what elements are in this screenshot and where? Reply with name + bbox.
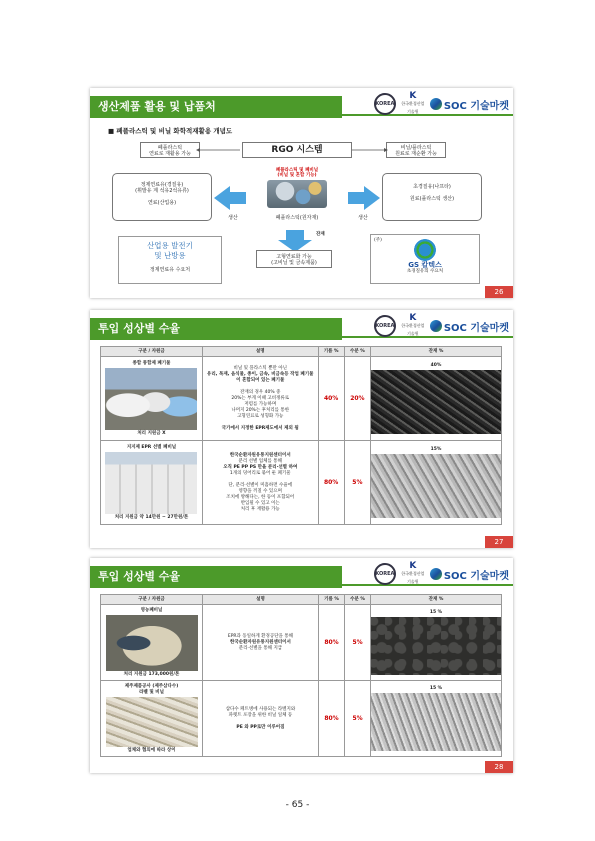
yield-table xyxy=(100,346,502,525)
raw-material-label: 폐플라스틱(원자재) xyxy=(275,215,319,221)
consumer-left-box: 산업용 발전기 및 난방용 정제연료유 수요처 xyxy=(118,236,222,284)
soc-logo: SOC 기술마켓 xyxy=(430,319,509,334)
oil-percent: 80% xyxy=(318,441,344,525)
right-mid-box: 초경질유(나프타) 원료(플라스틱 생산) xyxy=(382,173,482,221)
farm-vinyl-photo xyxy=(106,615,198,671)
table-row: 종합 통합제 폐기물 처리 지원금 X 비닐 및 플라스틱 뿐만 아닌 유리, 목재, 음식물, 종이, 금속, 비금속등 작업 폐기물이 혼합되어 있는 폐기물 잔재의 경우 40% 중 20%는 부게 이때 고비정류로 저렴를 가능하며 나머지 20%는 후처리를 통한 고형연료로 성형화 가능 국가에서 지정한 EPR제도에서 제외 됨 40% 20% 40% xyxy=(101,357,502,441)
table-row: 지지제 EPR 선별 폐비닐 처리 지원금 약 14만원 ~ 27만원/톤 한국순환자원유통지원센터이서 분리 선별 업체를 통해 오직 PE PP PS 만을 분리·선별 하여 1개의 덩어리로 묶어 둔 폐기물 단, 분리·선별이 미흡하면 수율에 영향을 끼칠 수 있으며 조치에 방해다는, 한 등이 포함되어 반입될 수 있고 이는 처리 후 재활용 가능 80% 5% 15% xyxy=(101,441,502,525)
black-residue-photo xyxy=(371,617,501,675)
residue-percent: 15 % xyxy=(429,685,443,691)
soc-swirl-icon xyxy=(430,568,442,580)
keiti-logo: K 한국환경산업기술원 xyxy=(401,313,425,336)
generator-label: 산업용 발전기 및 난방용 xyxy=(147,241,193,260)
page-number-27: 27 xyxy=(485,536,513,548)
consumer-right-box: (주) GS 칼텍스 초경질유의 수요처 xyxy=(370,234,480,284)
residue-percent: 15% xyxy=(430,446,442,452)
residue-box: 고형연료화 가능 (고비닐 및 금속제품) xyxy=(256,250,332,268)
page-number-28: 28 xyxy=(485,761,513,773)
government-seal-logo: KOREA xyxy=(374,93,396,115)
slide-header xyxy=(90,558,513,592)
oil-percent: 80% xyxy=(318,605,344,681)
slide-title: 투입 성상별 수율 xyxy=(90,318,342,340)
residue-label: 잔재 xyxy=(316,232,325,237)
waste-pile-image xyxy=(267,180,327,208)
right-top-box: 비닐/플라스틱 원료로 재순환 가능 xyxy=(386,142,446,158)
residue-percent: 15 % xyxy=(429,609,443,615)
soc-logo: SOC 기술마켓 xyxy=(430,97,509,112)
logo-group xyxy=(374,563,509,585)
slide-26 xyxy=(90,88,513,298)
slide-title: 생산제품 활용 및 납품처 xyxy=(90,96,342,118)
produce-left-label: 생산 xyxy=(228,215,238,221)
diagram-subtitle: ■ 폐플라스틱 및 비닐 화학적재활용 개념도 xyxy=(108,127,233,135)
left-mid-box: 정제연료유(경질유) (휘발유 계 석유2석유류) 연료(산업용) xyxy=(112,173,212,221)
table-header-row: 구분 / 자원금 설명 기름 % 수분 % 잔재 % xyxy=(101,347,502,357)
table-row: 제주제품공사 (제주삼다수) 라벨 및 비닐 업체와 협의에 따라 상이 삼다수 페트병에 사용되는 라벨지와 파렛트 포장을 위한 비닐 일체 등 PE 와 PP로만 이루어짐 80% 5% 15 % xyxy=(101,681,502,757)
soc-swirl-icon xyxy=(430,320,442,332)
slide-title: 투입 성상별 수율 xyxy=(90,566,342,588)
government-seal-logo: KOREA xyxy=(374,315,396,337)
yield-table xyxy=(100,594,502,757)
slide-28 xyxy=(90,558,513,773)
keiti-logo: K 한국환경산업기술원 xyxy=(401,561,425,584)
slide-header xyxy=(90,310,513,344)
slide-27 xyxy=(90,310,513,548)
produce-right-label: 생산 xyxy=(358,215,368,221)
left-top-box: 폐플라스틱 연료로 재활용 가능 xyxy=(140,142,200,158)
table-row: 영농폐비닐 처리 지원금 173,000원/톤 EPR과 동일하게 환경공단을 통해 한국순환자원유통지원센터이서 분리·선별을 통해 지급 80% 5% 15 % xyxy=(101,605,502,681)
silver-residue-photo xyxy=(371,693,501,751)
rgo-system-box: RGO 시스템 xyxy=(242,142,352,158)
government-seal-logo: KOREA xyxy=(374,563,396,585)
oil-percent: 40% xyxy=(318,357,344,441)
table-header-row: 구분 / 자원금 설명 기름 % 수분 % 잔재 % xyxy=(101,595,502,605)
keiti-logo: K 한국환경산업기술원 xyxy=(401,91,425,114)
dark-residue-photo xyxy=(371,370,501,434)
water-percent: 5% xyxy=(345,605,371,681)
water-percent: 20% xyxy=(344,357,370,441)
label-vinyl-photo xyxy=(106,697,198,747)
residue-percent: 40% xyxy=(430,362,442,368)
water-percent: 5% xyxy=(345,681,371,757)
page-footer-number: - 65 - xyxy=(285,800,310,810)
oil-percent: 80% xyxy=(318,681,344,757)
baled-vinyl-photo xyxy=(105,452,197,514)
center-waste-photo xyxy=(258,168,336,220)
gray-residue-photo xyxy=(371,454,501,518)
page-number-26: 26 xyxy=(485,286,513,298)
mixed-waste-bags-photo xyxy=(105,368,197,430)
center-photo-label: 폐플라스틱 및 폐비닐 (비닐 및 혼합 기능) xyxy=(275,168,319,178)
water-percent: 5% xyxy=(344,441,370,525)
soc-logo: SOC 기술마켓 xyxy=(430,567,509,582)
gs-caltex-logo xyxy=(414,239,436,261)
logo-group xyxy=(374,315,509,337)
